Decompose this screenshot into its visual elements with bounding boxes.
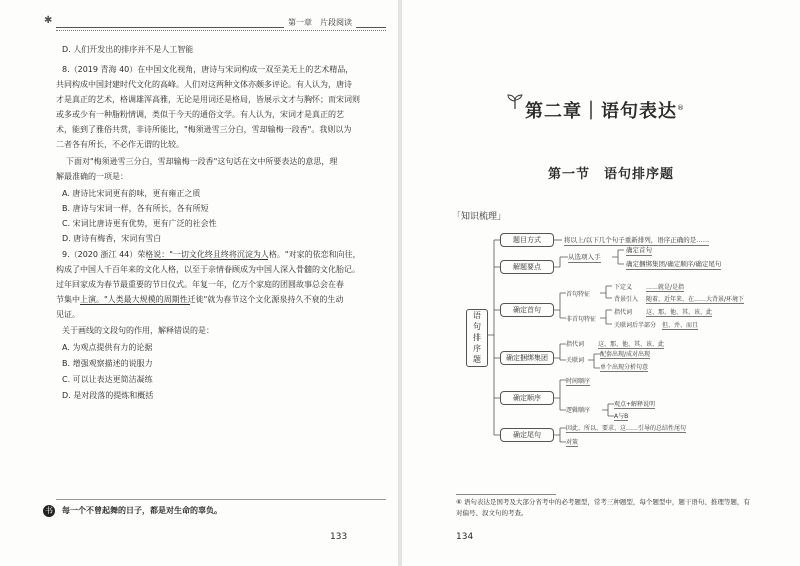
- mindmap-leaf: 但、并、而且: [662, 322, 699, 329]
- knowledge-label: 「知识梳理」: [452, 212, 507, 222]
- mindmap-leaf: 时间顺序: [566, 378, 591, 385]
- chapter-header: 第一章 片段阅读: [284, 17, 356, 28]
- option-c: C. 宋词比唐诗更有优势，更有广泛的社会性: [62, 219, 217, 228]
- option-d: D. 是对段落的提炼和概括: [62, 391, 154, 400]
- section-title: 第一节 语句排序题: [548, 167, 675, 182]
- star-icon: ✱: [44, 15, 53, 26]
- paragraph-line: 8.（2019 青海 40）在中国文化视角，唐诗与宋词构成一双至美无上的艺术精品，: [62, 65, 354, 74]
- footnote: ⑥ 语句表达是国考及大部分省考中的必考题型，常考三种题型，每个题型中，题干语句、推理等题，有对偏号、叙文句的考查。: [456, 498, 750, 517]
- paragraph-line: 见证。: [56, 310, 80, 319]
- question-line: 关于画线的文段句的作用，解释错误的是：: [62, 326, 214, 335]
- paragraph-line: 过年回家成为春节最重要的节日仪式。年复一年，亿万个家庭的团圆故事总会在春: [56, 280, 344, 289]
- page-number-left: 133: [330, 532, 348, 542]
- mindmap-leaf: 从选项入手: [568, 253, 601, 261]
- mindmap-branch: 题目方式: [500, 233, 554, 247]
- footer-rule: [56, 499, 386, 500]
- paragraph-line: 共同构成中国封建时代文化的高峰。人们对这两种文体亦颇多评论。有人认为，唐诗: [56, 80, 352, 89]
- option-a: A. 为观点提供有力的论据: [62, 343, 153, 352]
- paragraph-line: 才是真正的艺术，格调雄浑高雅，无论是用词还是格局，皆展示文才与胸怀；而宋词则: [56, 95, 360, 104]
- mindmap-branch: 确定捆绑集团: [500, 351, 554, 365]
- mindmap-leaf: ……就是/是指: [646, 284, 685, 291]
- mindmap-leaf: 下定义: [614, 284, 633, 291]
- header-dotted-rule: [56, 30, 386, 31]
- mindmap-leaf: 观点+解释说明: [614, 401, 656, 408]
- mindmap-root: 语 句 排 序 题: [466, 309, 488, 367]
- mindmap-leaf: 因此、所以、要求、这……引导的总结性尾句: [566, 425, 687, 432]
- mindmap-leaf: 这、那、他、其、该、此: [646, 309, 713, 316]
- mindmap-branch: 确定尾句: [500, 428, 554, 442]
- mindmap-leaf: 确定捆绑集团/确定顺序/确定尾句: [626, 260, 722, 268]
- page-number-right: 134: [456, 532, 474, 542]
- mindmap-leaf: 确定首句: [626, 246, 652, 254]
- paragraph-line: 二者各有所长，不必作无谓的比较。: [56, 140, 184, 149]
- question-line: 解最准确的一项是：: [56, 172, 128, 181]
- mindmap-leaf: 非首句特征: [566, 316, 597, 323]
- mindmap-leaf: A与B: [614, 413, 629, 420]
- mindmap-branch: 确定顺序: [500, 391, 554, 405]
- book-icon: 书: [45, 506, 53, 515]
- paragraph-line: 构成了中国人千百年来的文化人格，以至于亲情眷顾成为中国人深入骨髓的文化胎记。: [56, 265, 360, 274]
- underline-mark: [80, 304, 190, 305]
- mindmap-leaf: 指代词: [566, 341, 585, 348]
- paragraph-line: D. 人们开发出的排序并不是人工智能: [62, 45, 194, 54]
- mindmap-leaf: 关联词: [566, 357, 585, 364]
- mindmap-leaf: 首句特征: [566, 291, 591, 298]
- paragraph-line: 术，能到了雅俗共赏，非诗所能比，"梅须逊雪三分白，雪却输梅一段香"。我则以为: [56, 125, 352, 134]
- mindmap-branch: 解题要点: [500, 260, 554, 274]
- mindmap-leaf: 对策: [566, 439, 579, 446]
- paragraph-line: 或多或少有一种脂粉情调，类似于今天的通俗文学。有人认为，宋词才是真正的艺: [56, 110, 344, 119]
- mindmap-leaf: 单个出现分析句意: [600, 364, 649, 371]
- sprout-icon: [505, 93, 525, 109]
- paragraph-line: 9.（2020 浙江 44）荣格说："一切文化终且终将沉淀为人格。"对家的依恋和向往，: [62, 250, 361, 259]
- mindmap-leaf: 将以上/以下几个句子重新排列，语序正确的是……: [564, 236, 710, 244]
- footer-quote: 每一个不曾起舞的日子，都是对生命的辜负。: [62, 506, 222, 515]
- mindmap-branch: 确定首句: [500, 303, 554, 317]
- footnote-rule: [456, 494, 556, 495]
- mindmap-leaf: 配套出现/成对出现: [600, 351, 651, 358]
- mindmap-leaf: 这、那、他、其、该、此: [598, 341, 665, 348]
- mindmap-leaf: 随着、近年来、在……大背景/环境下: [646, 296, 745, 303]
- option-d: D. 唐诗有梅香，宋词有雪白: [62, 234, 162, 243]
- option-b: B. 唐诗与宋词一样，各有所长，各有所短: [62, 204, 209, 213]
- option-b: B. 增强观察描述的说服力: [62, 359, 153, 368]
- mindmap-leaf: 指代词: [614, 309, 633, 316]
- mindmap-leaf: 逻辑顺序: [566, 407, 591, 414]
- question-line: 下面对"梅须逊雪三分白，雪却输梅一段香"这句话在文中所要表达的意思，理: [66, 157, 338, 166]
- option-c: C. 可以让表达更简洁凝练: [62, 375, 153, 384]
- chapter-title: 第二章｜语句表达®: [525, 101, 685, 122]
- paragraph-line: 节集中上演。"人类最大规模的周期性迁徙"就为春节这个文化源泉持久不衰的生动: [56, 295, 344, 304]
- mindmap-leaf: 关联词后半部分: [614, 322, 657, 329]
- option-a: A. 唐诗比宋词更有韵味，更有雍正之质: [62, 189, 201, 198]
- underline-mark: [148, 259, 268, 260]
- mindmap-leaf: 背景引入: [614, 296, 639, 303]
